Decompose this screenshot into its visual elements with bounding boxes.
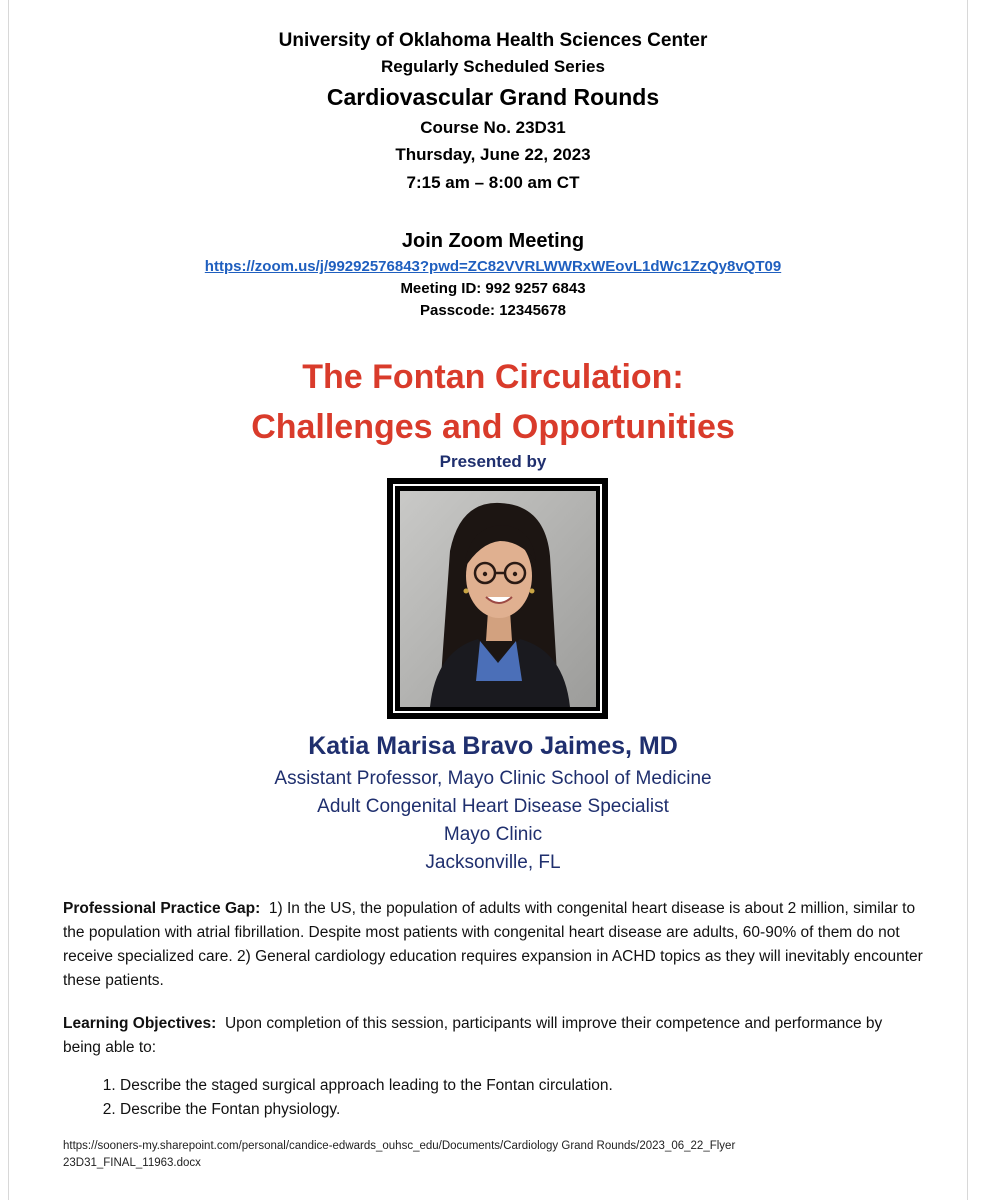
meeting-id: Meeting ID: 992 9257 6843 — [400, 280, 586, 297]
speaker-position: Assistant Professor, Mayo Clinic School of Medicine — [274, 768, 712, 789]
practice-gap-label: Professional Practice Gap: — [63, 900, 261, 917]
passcode: Passcode: 12345678 — [420, 302, 566, 319]
objectives-list — [82, 1074, 613, 1122]
speaker-organization: Mayo Clinic — [443, 824, 543, 845]
objectives-label: Learning Objectives: — [63, 1015, 217, 1032]
course-number: Course No. 23D31 — [420, 118, 566, 137]
institution-name: University of Oklahoma Health Sciences Center — [278, 30, 708, 51]
event-date: Thursday, June 22, 2023 — [395, 145, 591, 164]
document-path — [63, 1138, 923, 1172]
speaker-name: Katia Marisa Bravo Jaimes, MD — [308, 732, 678, 760]
list-item: 1. Describe the staged surgical approach leading to the Fontan circulation. — [120, 1074, 613, 1098]
learning-objectives — [63, 1012, 923, 1060]
objectives-intro: Upon completion of this session, participants will improve their competence and performance by being able to: — [63, 1015, 883, 1056]
talk-title-line1: The Fontan Circulation: — [302, 358, 684, 396]
event-time: 7:15 am – 8:00 am CT — [406, 173, 580, 192]
talk-title — [0, 352, 986, 452]
talk-title-line2: Challenges and Opportunities — [251, 408, 735, 446]
speaker-photo — [393, 484, 602, 713]
zoom-title: Join Zoom Meeting — [401, 230, 585, 252]
speaker-photo-frame — [387, 478, 608, 719]
speaker-portrait-image — [400, 491, 596, 707]
practice-gap — [63, 897, 923, 993]
list-item: 2. Describe the Fontan physiology. — [120, 1098, 613, 1122]
presented-by: Presented by — [439, 452, 547, 471]
series-name: Regularly Scheduled Series — [381, 57, 605, 76]
zoom-section — [0, 226, 986, 322]
speaker-specialty: Adult Congenital Heart Disease Specialist — [317, 796, 669, 817]
zoom-link[interactable]: https://zoom.us/j/99292576843?pwd=ZC82VVRLWWRxWEovL1dWc1ZzQy8vQT09 — [204, 258, 782, 275]
practice-gap-text: 1) In the US, the population of adults with congenital heart disease is about 2 million, similar to the population with atrial fibrillation. Despite most patients with congenital heart disease are adults, 60-90% of them do not receive specialized care. 2) General cardiology education requires expansion in ACHD topics as they will inevitably encounter these patients. — [63, 900, 923, 989]
event-header — [0, 28, 986, 198]
speaker-info — [0, 727, 986, 877]
event-title: Cardiovascular Grand Rounds — [326, 84, 660, 110]
speaker-location: Jacksonville, FL — [425, 852, 561, 873]
document-path-line1: https://sooners-my.sharepoint.com/personal/candice-edwards_ouhsc_edu/Documents/Cardiology Grand Rounds/2023_06_22_Flyer — [63, 1140, 736, 1152]
document-path-line2: 23D31_FINAL_11963.docx — [63, 1157, 201, 1169]
